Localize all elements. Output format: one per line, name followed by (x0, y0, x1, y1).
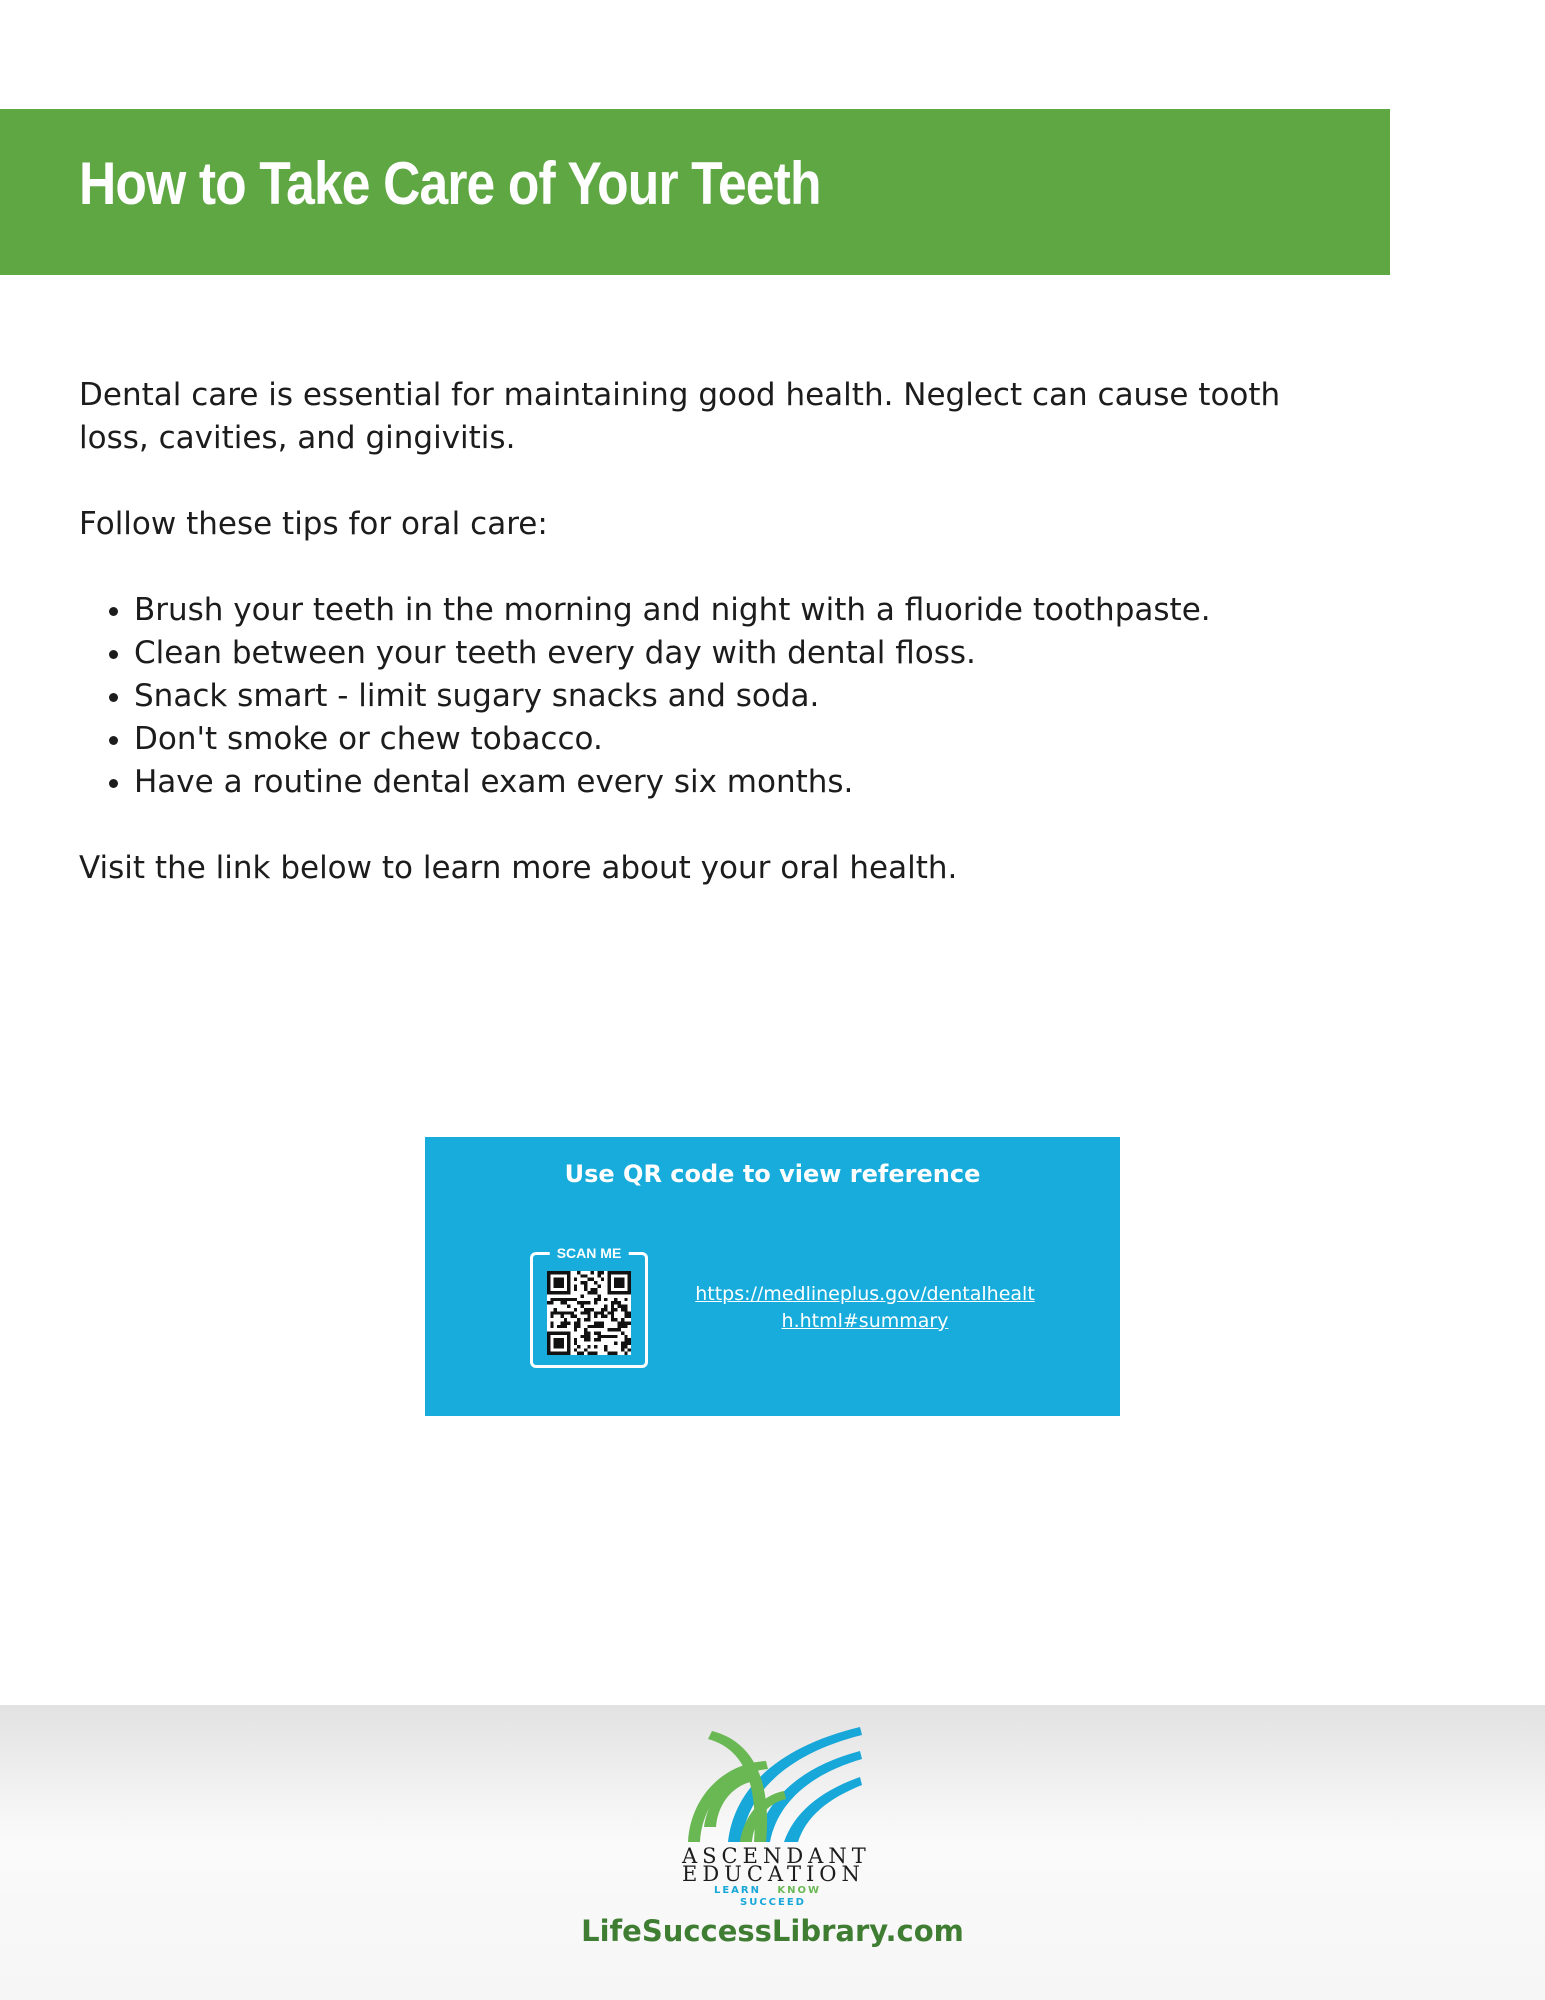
list-item: • Don't smoke or chew tobacco. (134, 718, 1309, 761)
title-banner (0, 109, 1390, 275)
tips-lead: Follow these tips for oral care: (79, 506, 548, 542)
article-body (79, 374, 1309, 890)
qr-code-frame[interactable] (530, 1245, 648, 1368)
page-title: How to Take Care of Your Teeth (79, 150, 821, 217)
list-item: • Clean between your teeth every day with dental floss. (134, 632, 1309, 675)
site-url[interactable]: LifeSuccessLibrary.com (581, 1914, 964, 1948)
qr-code-icon (547, 1271, 631, 1355)
ascendant-education-logo (682, 1727, 871, 1908)
tagline-know: KNOW (777, 1885, 822, 1896)
scan-me-label: SCAN ME (550, 1244, 629, 1262)
logo-arcs-icon (682, 1727, 864, 1842)
qr-reference-card (425, 1137, 1120, 1416)
logo-line-1: ASCENDANT (682, 1844, 871, 1868)
list-item: • Brush your teeth in the morning and night with a fluoride toothpaste. (134, 589, 1309, 632)
logo-tagline (682, 1885, 864, 1909)
list-item: • Snack smart - limit sugary snacks and soda. (134, 675, 1309, 718)
list-item: • Have a routine dental exam every six months. (134, 761, 1309, 804)
tagline-learn: LEARN (713, 1885, 761, 1896)
logo-line-2: EDUCATION (682, 1862, 865, 1886)
outro-paragraph: Visit the link below to learn more about your oral health. (79, 850, 958, 886)
intro-paragraph: Dental care is essential for maintaining good health. Neglect can cause tooth loss, cavities, and gingivitis. (79, 377, 1281, 456)
qr-card-title: Use QR code to view reference (564, 1160, 981, 1188)
tips-list (79, 589, 1309, 804)
footer (0, 1705, 1545, 2000)
tagline-succeed: SUCCEED (740, 1897, 806, 1908)
reference-link[interactable]: https://medlineplus.gov/dentalhealth.html#summary (695, 1283, 1035, 1332)
